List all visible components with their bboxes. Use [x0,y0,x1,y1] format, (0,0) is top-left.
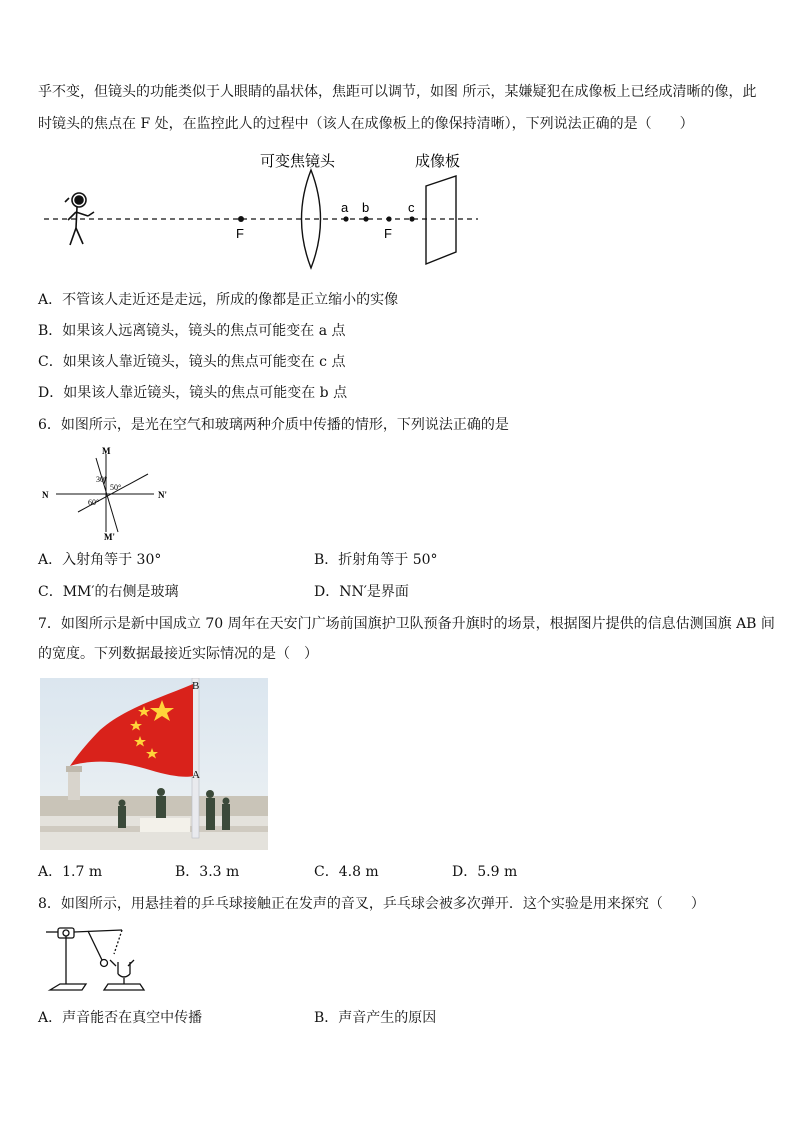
label-a: a [341,200,349,215]
q8-stem: 8．如图所示，用悬挂着的乒乓球接触正在发声的音叉，乒乓球会被多次弹开．这个实验是用来探究（ ） [38,896,705,912]
q6-option-c: C．MM′的右侧是玻璃 [38,584,179,600]
board-label: 成像板 [415,152,461,170]
q6-option-a: A．入射角等于 30° [38,552,162,568]
q6-stem: 6．如图所示，是光在空气和玻璃两种介质中传播的情形，下列说法正确的是 [38,417,509,433]
q5-option-c: C．如果该人靠近镜头，镜头的焦点可能变在 c 点 [38,354,346,370]
q5-option-d: D．如果该人靠近镜头，镜头的焦点可能变在 b 点 [38,385,348,401]
lens-diagram [38,148,488,278]
label-B: B [192,680,200,692]
point-c [409,216,414,221]
focus-point-left [238,216,244,222]
imaging-board [426,176,456,264]
q7-stem-line1: 7．如图所示是新中国成立 70 周年在天安门广场前国旗护卫队预备升旗时的场景，根据图片提供的信息估测国旗 AB 间 [38,616,775,632]
tuning-fork-apparatus [38,922,168,998]
label-N-prime: N' [158,490,167,500]
q6-option-d: D．NN′是界面 [314,584,409,600]
label-F-right: F [384,226,392,241]
q5-option-b: B．如果该人远离镜头，镜头的焦点可能变在 a 点 [38,323,346,339]
q7-option-a: A．1.7 m [38,864,103,880]
q5-stem-line2: 时镜头的焦点在 F 处，在监控此人的过程中（该人在成像板上的像保持清晰），下列说法正确的是（ ） [38,116,694,132]
label-N: N [42,490,49,500]
q8-option-b: B．声音产生的原因 [314,1010,437,1026]
label-F-left: F [236,226,244,241]
label-A: A [192,769,200,781]
lens-label: 可变焦镜头 [260,152,336,170]
q5-stem-line1: 乎不变，但镜头的功能类似于人眼睛的晶状体，焦距可以调节，如图 所示，某嫌疑犯在成像板上已经成清晰的像，此 [38,84,757,100]
label-c: c [408,200,415,215]
focus-point-right [386,216,391,221]
q7-option-b: B．3.3 m [175,864,240,880]
label-b: b [362,200,370,215]
point-a [343,216,348,221]
label-30-deg: 30° [96,475,108,484]
label-60-deg: 60° [88,498,100,507]
q6-option-b: B．折射角等于 50° [314,552,438,568]
point-b [363,216,368,221]
label-50-deg: 50° [110,483,122,492]
q8-option-a: A．声音能否在真空中传播 [38,1010,203,1026]
ray-1 [96,458,118,532]
q7-stem-line2: 的宽度。下列数据最接近实际情况的是（ ） [38,646,318,662]
q5-option-a: A．不管该人走近还是走远，所成的像都是正立缩小的实像 [38,292,399,308]
flag-raising-photo [40,678,268,850]
q7-option-d: D．5.9 m [452,864,518,880]
label-M-prime: M' [104,532,115,542]
refraction-diagram [38,446,188,542]
q7-option-c: C．4.8 m [314,864,379,880]
label-M: M [102,446,111,456]
